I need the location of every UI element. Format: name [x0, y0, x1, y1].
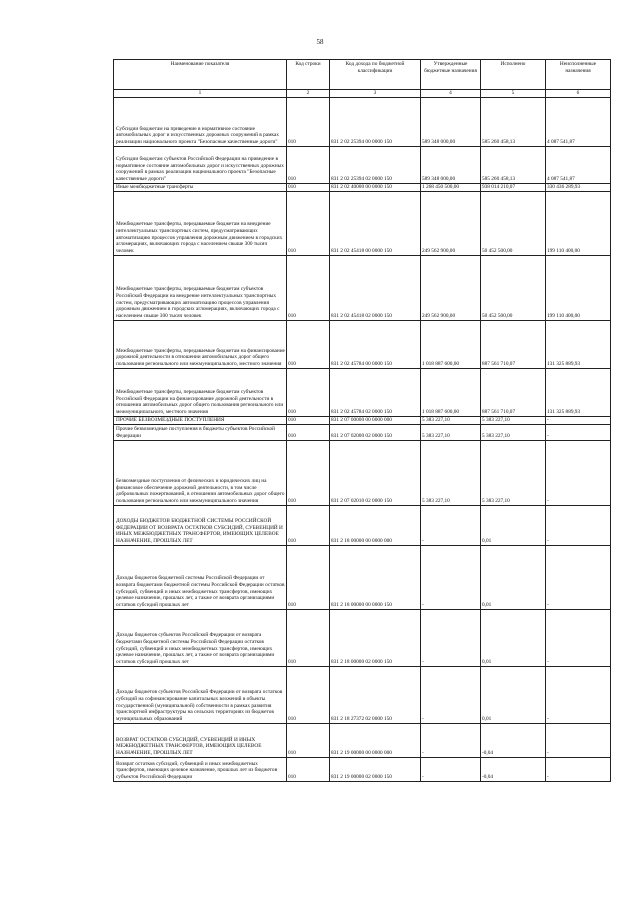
- row-approved-cell: -: [421, 546, 481, 610]
- row-name-text: ДОХОДЫ БЮДЖЕТОВ БЮДЖЕТНОЙ СИСТЕМЫ РОССИЙСКОЙ ФЕДЕРАЦИИ ОТ ВОЗВРАТА ОСТАТКОВ СУБСИДИЙ, СУБВЕНЦИЙ И ИНЫХ МЕЖБЮДЖЕТНЫХ ТРАНСФЕРТОВ, ИМЕЮЩИХ ЦЕЛЕВОЕ НАЗНАЧЕНИЕ, ПРОШЛЫХ ЛЕТ: [116, 517, 283, 545]
- row-executed-cell: 887 561 710,07: [481, 321, 546, 369]
- row-income-code-cell: 831 2 19 00000 02 0000 150: [330, 758, 421, 782]
- table-row: [114, 667, 611, 724]
- row-unexecuted-cell: -: [546, 441, 611, 506]
- table-row: [114, 417, 611, 425]
- row-line-code-cell: 010: [287, 506, 330, 546]
- row-income-code-cell: 831 2 18 27372 02 0000 150: [330, 667, 421, 724]
- row-approved-cell: 589 348 000,00: [421, 147, 481, 184]
- row-name-text: Безвозмездные поступления от физических и юридических лиц на финансовое обеспечение дорожной деятельности, в том числе добровольных пожертвований, в отношении автомобильных дорог общего пользования регионального или межмуниципального значения: [116, 477, 285, 505]
- table-row: [114, 506, 611, 546]
- table-row: [114, 192, 611, 256]
- row-name-cell: [114, 758, 287, 782]
- row-name-cell: [114, 321, 287, 369]
- row-executed-cell: -0,04: [481, 724, 546, 758]
- row-unexecuted-cell: 330 436 289,93: [546, 184, 611, 192]
- row-name-cell: [114, 147, 287, 184]
- row-unexecuted-cell: -: [546, 667, 611, 724]
- row-line-code-cell: 010: [287, 192, 330, 256]
- row-income-code-cell: 831 2 02 45784 00 0000 150: [330, 321, 421, 369]
- row-income-code-cell: 831 2 02 45418 02 0000 150: [330, 256, 421, 321]
- row-income-code-cell: 831 2 02 45784 02 0000 150: [330, 369, 421, 417]
- row-unexecuted-cell: -: [546, 724, 611, 758]
- row-income-code-cell: 831 2 18 00000 00 0000 000: [330, 506, 421, 546]
- row-name-text: ВОЗВРАТ ОСТАТКОВ СУБСИДИЙ, СУБВЕНЦИЙ И ИНЫХ МЕЖБЮДЖЕТНЫХ ТРАНСФЕРТОВ, ИМЕЮЩИХ ЦЕЛЕВОЕ НАЗНАЧЕНИЕ, ПРОШЛЫХ ЛЕТ: [116, 736, 262, 757]
- row-income-code-cell: 831 2 02 40000 00 0000 150: [330, 184, 421, 192]
- row-approved-cell: 1 018 887 600,00: [421, 369, 481, 417]
- row-approved-cell: 5 383 227,10: [421, 441, 481, 506]
- column-index: 3: [330, 90, 421, 98]
- row-line-code-cell: 010: [287, 724, 330, 758]
- row-executed-cell: 938 014 210,07: [481, 184, 546, 192]
- column-index: 6: [546, 90, 611, 98]
- row-executed-cell: 0,01: [481, 546, 546, 610]
- header-executed: Исполнено: [481, 60, 546, 90]
- row-unexecuted-cell: 199 110 400,00: [546, 256, 611, 321]
- column-index: 5: [481, 90, 546, 98]
- row-unexecuted-cell: -: [546, 417, 611, 425]
- row-line-code-cell: 010: [287, 147, 330, 184]
- header-name: Наименование показателя: [114, 60, 287, 90]
- row-executed-cell: 5 383 227,10: [481, 441, 546, 506]
- table-row: [114, 546, 611, 610]
- row-income-code-cell: 831 2 18 00000 00 0000 150: [330, 546, 421, 610]
- row-executed-cell: 0,01: [481, 506, 546, 546]
- column-index: 4: [421, 90, 481, 98]
- row-line-code-cell: 010: [287, 441, 330, 506]
- row-executed-cell: 50 452 500,00: [481, 256, 546, 321]
- table-row: [114, 425, 611, 441]
- row-approved-cell: -: [421, 667, 481, 724]
- row-name-text: Возврат остатков субсидий, субвенций и иных межбюджетных трансфертов, имеющих целевое назначение, прошлых лет из бюджетов субъектов Российской Федерации: [116, 760, 278, 781]
- row-income-code-cell: 831 2 07 02000 02 0000 150: [330, 425, 421, 441]
- row-name-cell: [114, 724, 287, 758]
- row-executed-cell: -0,04: [481, 758, 546, 782]
- row-unexecuted-cell: -: [546, 506, 611, 546]
- table-body: [114, 98, 611, 782]
- row-name-cell: [114, 184, 287, 192]
- row-line-code-cell: 010: [287, 667, 330, 724]
- row-approved-cell: -: [421, 506, 481, 546]
- row-executed-cell: 585 260 458,13: [481, 98, 546, 147]
- row-income-code-cell: 831 2 19 00000 00 0000 000: [330, 724, 421, 758]
- budget-execution-table: [113, 59, 611, 782]
- row-unexecuted-cell: 4 087 541,87: [546, 147, 611, 184]
- row-unexecuted-cell: -: [546, 546, 611, 610]
- row-approved-cell: 249 562 900,00: [421, 192, 481, 256]
- row-approved-cell: -: [421, 758, 481, 782]
- row-approved-cell: 589 348 000,00: [421, 98, 481, 147]
- row-name-text: Доходы бюджетов субъектов Российской Федерации от возврата бюджетами бюджетной системы Российской Федерации остатков субсидий, субвенций и иных межбюджетных трансфертов, имеющих целевое назначение, прошлых лет, а также от возврата организациями остатков субсидий прошлых лет: [116, 632, 275, 666]
- row-executed-cell: 585 260 458,13: [481, 147, 546, 184]
- table-row: [114, 184, 611, 192]
- row-name-text: ПРОЧИЕ БЕЗВОЗМЕЗДНЫЕ ПОСТУПЛЕНИЯ: [116, 417, 225, 424]
- row-name-text: Межбюджетные трансферты, передаваемые бюджетам субъектов Российской Федерации на внедрение интеллектуальных транспортных систем, предусматривающих автоматизацию процессов управления дорожным движением в городских агломерациях, включающих города с населением свыше 300 тысяч человек: [116, 286, 280, 320]
- row-name-text: Субсидии бюджетам на приведение в нормативное состояние автомобильных дорог и искусственных дорожных сооружений в рамках реализации национального проекта "Безопасные качественные дороги": [116, 125, 279, 146]
- row-name-text: Межбюджетные трансферты, передаваемые бюджетам на финансирование дорожной деятельности в отношении автомобильных дорог общего пользования регионального или межмуниципального, местного значения: [116, 347, 285, 368]
- row-executed-cell: 0,01: [481, 610, 546, 667]
- row-name-cell: [114, 667, 287, 724]
- row-name-cell: [114, 425, 287, 441]
- table-row: [114, 98, 611, 147]
- row-unexecuted-cell: 4 087 541,87: [546, 98, 611, 147]
- row-unexecuted-cell: 199 110 400,00: [546, 192, 611, 256]
- row-name-cell: [114, 610, 287, 667]
- row-income-code-cell: 831 2 07 00000 00 0000 000: [330, 417, 421, 425]
- header-row: [114, 60, 611, 90]
- header-line-code: Код строки: [287, 60, 330, 90]
- row-line-code-cell: 010: [287, 184, 330, 192]
- row-name-text: Субсидии бюджетам субъектов Российской Федерации на приведение в нормативное состояние автомобильных дорог и искусственных дорожных сооружений в рамках реализации национального проекта "Безопасные качественные дороги": [116, 155, 284, 183]
- row-line-code-cell: 010: [287, 321, 330, 369]
- row-income-code-cell: 831 2 07 02010 02 0000 150: [330, 441, 421, 506]
- table-row: [114, 256, 611, 321]
- row-income-code-cell: 831 2 18 00000 02 0000 150: [330, 610, 421, 667]
- table-row: [114, 758, 611, 782]
- row-name-text: Межбюджетные трансферты, передаваемые бюджетам на внедрение интеллектуальных транспортных систем, предусматривающих автоматизацию процессов управления дорожным движением в городских агломерациях, включающих города с населением свыше 300 тысяч человек: [116, 221, 283, 255]
- row-income-code-cell: 831 2 02 25394 00 0000 150: [330, 98, 421, 147]
- row-income-code-cell: 831 2 02 45418 00 0000 150: [330, 192, 421, 256]
- row-unexecuted-cell: 131 325 889,93: [546, 369, 611, 417]
- row-name-cell: [114, 417, 287, 425]
- row-line-code-cell: 010: [287, 98, 330, 147]
- row-income-code-cell: 831 2 02 25394 02 0000 150: [330, 147, 421, 184]
- row-approved-cell: -: [421, 610, 481, 667]
- row-name-cell: [114, 98, 287, 147]
- row-name-text: Иные межбюджетные трансферты: [116, 184, 194, 191]
- row-name-cell: [114, 369, 287, 417]
- row-name-cell: [114, 441, 287, 506]
- row-line-code-cell: 010: [287, 369, 330, 417]
- row-approved-cell: 5 383 227,10: [421, 425, 481, 441]
- row-approved-cell: 1 268 450 500,00: [421, 184, 481, 192]
- row-approved-cell: 5 383 227,10: [421, 417, 481, 425]
- header-income-code: Код дохода по бюджетной классификации: [330, 60, 421, 90]
- page-number: 58: [316, 38, 324, 46]
- row-line-code-cell: 010: [287, 256, 330, 321]
- table-row: [114, 369, 611, 417]
- row-name-cell: [114, 256, 287, 321]
- table-row: [114, 724, 611, 758]
- row-line-code-cell: 010: [287, 758, 330, 782]
- row-line-code-cell: 010: [287, 417, 330, 425]
- row-name-text: Прочие безвозмездные поступления в бюджеты субъектов Российской Федерации: [116, 426, 275, 440]
- row-executed-cell: 5 383 227,10: [481, 417, 546, 425]
- row-name-cell: [114, 192, 287, 256]
- row-executed-cell: 887 561 710,07: [481, 369, 546, 417]
- row-name-text: Доходы бюджетов субъектов Российской Федерации от возврата остатков субсидий на софинансирование капитальных вложений в объекты государственной (муниципальной) собственности в рамках развития транспортной инфраструктуры на сельских территориях из бюджетов муниципальных образований: [116, 689, 283, 723]
- row-name-text: Межбюджетные трансферты, передаваемые бюджетам субъектов Российской Федерации на финансирование дорожной деятельности в отношении автомобильных дорог общего пользования регионального или межмуниципального, местного значения: [116, 388, 284, 416]
- row-unexecuted-cell: 131 325 889,93: [546, 321, 611, 369]
- column-index-row: [114, 90, 611, 98]
- row-unexecuted-cell: -: [546, 425, 611, 441]
- table-row: [114, 147, 611, 184]
- row-line-code-cell: 010: [287, 546, 330, 610]
- row-name-cell: [114, 506, 287, 546]
- row-unexecuted-cell: -: [546, 610, 611, 667]
- table-row: [114, 441, 611, 506]
- column-index: 1: [114, 90, 287, 98]
- row-name-text: Доходы бюджетов бюджетной системы Российской Федерации от возврата бюджетами бюджетной системы Российской Федерации остатков субсидий, субвенций и иных межбюджетных трансфертов, имеющих целевое назначение, прошлых лет, а также от возврата организациями остатков субсидий прошлых лет: [116, 575, 285, 609]
- row-approved-cell: -: [421, 724, 481, 758]
- row-unexecuted-cell: -: [546, 758, 611, 782]
- header-approved: Утвержденные бюджетные назначения: [421, 60, 481, 90]
- row-approved-cell: 249 562 900,00: [421, 256, 481, 321]
- row-name-cell: [114, 546, 287, 610]
- column-index: 2: [287, 90, 330, 98]
- row-line-code-cell: 010: [287, 425, 330, 441]
- table-row: [114, 610, 611, 667]
- row-approved-cell: 1 018 887 600,00: [421, 321, 481, 369]
- header-unexecuted: Неисполненные назначения: [546, 60, 611, 90]
- row-line-code-cell: 010: [287, 610, 330, 667]
- row-executed-cell: 50 452 500,00: [481, 192, 546, 256]
- table-row: [114, 321, 611, 369]
- row-executed-cell: 5 383 227,10: [481, 425, 546, 441]
- row-executed-cell: 0,01: [481, 667, 546, 724]
